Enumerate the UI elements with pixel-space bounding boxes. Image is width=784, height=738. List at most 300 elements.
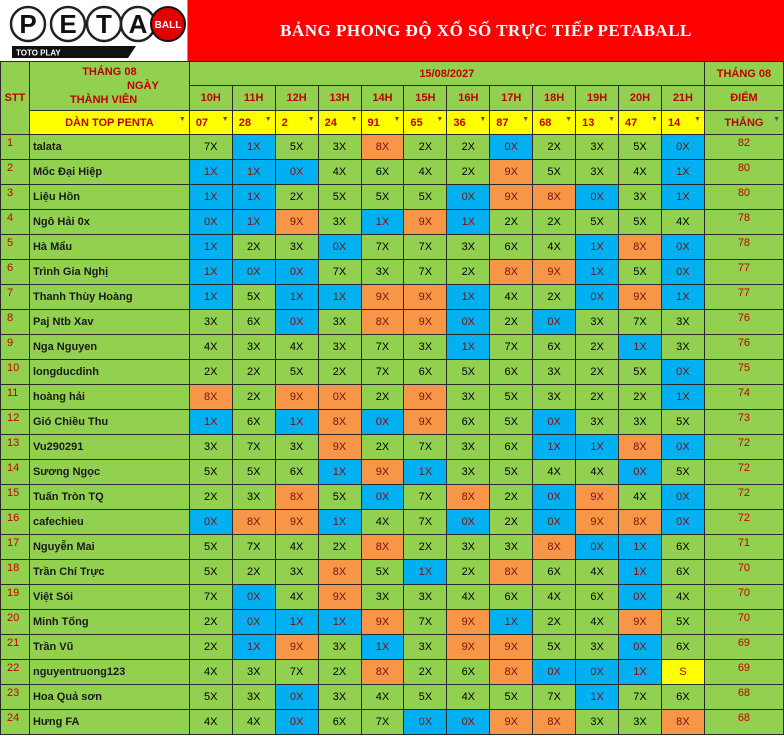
- result-cell[interactable]: 5X: [619, 210, 662, 235]
- result-cell[interactable]: 1X: [232, 135, 275, 160]
- result-cell[interactable]: 1X: [189, 410, 232, 435]
- result-cell[interactable]: 3X: [661, 310, 704, 335]
- result-cell[interactable]: 2X: [490, 310, 533, 335]
- result-cell[interactable]: 4X: [533, 460, 576, 485]
- result-cell[interactable]: 6X: [661, 535, 704, 560]
- result-cell[interactable]: 7X: [361, 235, 404, 260]
- result-cell[interactable]: 1X: [619, 335, 662, 360]
- result-cell[interactable]: 2X: [533, 285, 576, 310]
- result-cell[interactable]: 1X: [361, 635, 404, 660]
- result-cell[interactable]: 2X: [361, 385, 404, 410]
- result-cell[interactable]: 3X: [404, 635, 447, 660]
- result-cell[interactable]: 5X: [404, 685, 447, 710]
- result-cell[interactable]: 4X: [275, 335, 318, 360]
- result-cell[interactable]: 2X: [189, 610, 232, 635]
- result-cell[interactable]: 1X: [533, 435, 576, 460]
- result-cell[interactable]: 0X: [232, 610, 275, 635]
- result-cell[interactable]: 1X: [404, 560, 447, 585]
- result-cell[interactable]: 3X: [318, 685, 361, 710]
- result-cell[interactable]: 8X: [619, 435, 662, 460]
- result-cell[interactable]: 6X: [361, 160, 404, 185]
- result-cell[interactable]: 1X: [232, 185, 275, 210]
- result-cell[interactable]: 4X: [661, 210, 704, 235]
- result-cell[interactable]: 6X: [490, 235, 533, 260]
- result-cell[interactable]: 1X: [661, 285, 704, 310]
- top-number-filter[interactable]: [232, 111, 275, 135]
- result-cell[interactable]: 7X: [232, 535, 275, 560]
- result-cell[interactable]: 1X: [318, 285, 361, 310]
- result-cell[interactable]: 1X: [189, 160, 232, 185]
- result-cell[interactable]: 9X: [404, 385, 447, 410]
- result-cell[interactable]: 6X: [447, 660, 490, 685]
- result-cell[interactable]: 2X: [447, 260, 490, 285]
- result-cell[interactable]: 2X: [490, 485, 533, 510]
- result-cell[interactable]: 5X: [661, 460, 704, 485]
- result-cell[interactable]: 1X: [318, 510, 361, 535]
- result-cell[interactable]: 9X: [490, 185, 533, 210]
- result-cell[interactable]: 9X: [576, 485, 619, 510]
- result-cell[interactable]: 3X: [318, 210, 361, 235]
- result-cell[interactable]: 9X: [361, 610, 404, 635]
- result-cell[interactable]: 2X: [404, 535, 447, 560]
- result-cell[interactable]: 5X: [661, 410, 704, 435]
- result-cell[interactable]: 2X: [189, 635, 232, 660]
- result-cell[interactable]: 9X: [275, 385, 318, 410]
- result-cell[interactable]: 0X: [275, 710, 318, 735]
- result-cell[interactable]: 4X: [361, 685, 404, 710]
- result-cell[interactable]: 3X: [232, 335, 275, 360]
- result-cell[interactable]: 3X: [447, 460, 490, 485]
- result-cell[interactable]: 9X: [361, 285, 404, 310]
- result-cell[interactable]: 3X: [318, 635, 361, 660]
- result-cell[interactable]: 3X: [576, 135, 619, 160]
- result-cell[interactable]: 0X: [576, 185, 619, 210]
- result-cell[interactable]: 7X: [189, 585, 232, 610]
- result-cell[interactable]: 6X: [661, 560, 704, 585]
- result-cell[interactable]: 1X: [275, 285, 318, 310]
- result-cell[interactable]: 4X: [576, 610, 619, 635]
- result-cell[interactable]: 1X: [576, 260, 619, 285]
- result-cell[interactable]: 8X: [490, 560, 533, 585]
- result-cell[interactable]: 5X: [275, 360, 318, 385]
- result-cell[interactable]: 6X: [490, 435, 533, 460]
- result-cell[interactable]: 3X: [576, 410, 619, 435]
- result-cell[interactable]: 7X: [533, 685, 576, 710]
- result-cell[interactable]: 4X: [189, 660, 232, 685]
- result-cell[interactable]: 9X: [404, 310, 447, 335]
- result-cell[interactable]: 5X: [490, 385, 533, 410]
- result-cell[interactable]: 0X: [275, 160, 318, 185]
- result-cell[interactable]: 0X: [533, 310, 576, 335]
- result-cell[interactable]: 1X: [661, 185, 704, 210]
- result-cell[interactable]: 1X: [318, 610, 361, 635]
- result-cell[interactable]: 5X: [490, 410, 533, 435]
- result-cell[interactable]: 3X: [232, 485, 275, 510]
- result-cell[interactable]: 3X: [533, 385, 576, 410]
- result-cell[interactable]: 9X: [404, 410, 447, 435]
- result-cell[interactable]: 3X: [576, 160, 619, 185]
- result-cell[interactable]: S: [661, 660, 704, 685]
- result-cell[interactable]: 6X: [490, 585, 533, 610]
- result-cell[interactable]: 8X: [361, 660, 404, 685]
- result-cell[interactable]: 1X: [318, 460, 361, 485]
- top-number-filter[interactable]: [318, 111, 361, 135]
- result-cell[interactable]: 1X: [661, 385, 704, 410]
- result-cell[interactable]: 2X: [318, 360, 361, 385]
- result-cell[interactable]: 5X: [619, 360, 662, 385]
- result-cell[interactable]: 5X: [232, 285, 275, 310]
- result-cell[interactable]: 4X: [576, 460, 619, 485]
- result-cell[interactable]: 8X: [361, 535, 404, 560]
- result-cell[interactable]: 4X: [189, 335, 232, 360]
- result-cell[interactable]: 8X: [275, 485, 318, 510]
- result-cell[interactable]: 1X: [576, 235, 619, 260]
- result-cell[interactable]: 0X: [318, 235, 361, 260]
- result-cell[interactable]: 3X: [661, 335, 704, 360]
- result-cell[interactable]: 1X: [232, 635, 275, 660]
- result-cell[interactable]: 3X: [576, 310, 619, 335]
- result-cell[interactable]: 1X: [189, 235, 232, 260]
- result-cell[interactable]: 0X: [661, 135, 704, 160]
- result-cell[interactable]: 1X: [576, 685, 619, 710]
- result-cell[interactable]: 2X: [533, 210, 576, 235]
- result-cell[interactable]: 4X: [533, 585, 576, 610]
- result-cell[interactable]: 4X: [661, 585, 704, 610]
- top-number-filter[interactable]: [661, 111, 704, 135]
- result-cell[interactable]: 0X: [533, 485, 576, 510]
- result-cell[interactable]: 7X: [361, 360, 404, 385]
- result-cell[interactable]: 9X: [275, 635, 318, 660]
- result-cell[interactable]: 5X: [189, 535, 232, 560]
- result-cell[interactable]: 4X: [490, 285, 533, 310]
- result-cell[interactable]: 7X: [232, 435, 275, 460]
- result-cell[interactable]: 8X: [447, 485, 490, 510]
- win-filter[interactable]: [704, 111, 783, 135]
- result-cell[interactable]: 7X: [189, 135, 232, 160]
- result-cell[interactable]: 6X: [447, 410, 490, 435]
- result-cell[interactable]: 9X: [275, 210, 318, 235]
- result-cell[interactable]: 4X: [619, 160, 662, 185]
- result-cell[interactable]: 7X: [275, 660, 318, 685]
- result-cell[interactable]: 7X: [404, 235, 447, 260]
- result-cell[interactable]: 3X: [404, 335, 447, 360]
- result-cell[interactable]: 4X: [619, 485, 662, 510]
- result-cell[interactable]: 6X: [576, 585, 619, 610]
- result-cell[interactable]: 3X: [189, 435, 232, 460]
- result-cell[interactable]: 9X: [490, 710, 533, 735]
- result-cell[interactable]: 7X: [619, 310, 662, 335]
- result-cell[interactable]: 2X: [275, 185, 318, 210]
- result-cell[interactable]: 3X: [447, 535, 490, 560]
- result-cell[interactable]: 1X: [447, 210, 490, 235]
- result-cell[interactable]: 7X: [361, 710, 404, 735]
- result-cell[interactable]: 1X: [619, 535, 662, 560]
- result-cell[interactable]: 0X: [619, 585, 662, 610]
- result-cell[interactable]: 1X: [232, 210, 275, 235]
- result-cell[interactable]: 2X: [533, 135, 576, 160]
- result-cell[interactable]: 7X: [404, 260, 447, 285]
- result-cell[interactable]: 2X: [232, 385, 275, 410]
- result-cell[interactable]: 3X: [275, 235, 318, 260]
- result-cell[interactable]: 9X: [447, 610, 490, 635]
- result-cell[interactable]: 2X: [189, 360, 232, 385]
- result-cell[interactable]: 1X: [361, 210, 404, 235]
- result-cell[interactable]: 5X: [361, 560, 404, 585]
- result-cell[interactable]: 3X: [232, 660, 275, 685]
- result-cell[interactable]: 2X: [318, 535, 361, 560]
- result-cell[interactable]: 2X: [576, 385, 619, 410]
- result-cell[interactable]: 0X: [661, 435, 704, 460]
- result-cell[interactable]: 0X: [275, 310, 318, 335]
- result-cell[interactable]: 8X: [318, 560, 361, 585]
- top-number-filter[interactable]: [189, 111, 232, 135]
- result-cell[interactable]: 9X: [318, 585, 361, 610]
- result-cell[interactable]: 0X: [661, 235, 704, 260]
- result-cell[interactable]: 9X: [404, 210, 447, 235]
- result-cell[interactable]: 0X: [576, 285, 619, 310]
- top-penta-filter[interactable]: [29, 111, 189, 135]
- result-cell[interactable]: 0X: [275, 685, 318, 710]
- result-cell[interactable]: 0X: [619, 635, 662, 660]
- result-cell[interactable]: 0X: [490, 135, 533, 160]
- result-cell[interactable]: 5X: [447, 360, 490, 385]
- result-cell[interactable]: 7X: [404, 485, 447, 510]
- result-cell[interactable]: 5X: [189, 560, 232, 585]
- result-cell[interactable]: 7X: [404, 510, 447, 535]
- result-cell[interactable]: 0X: [447, 310, 490, 335]
- result-cell[interactable]: 0X: [619, 460, 662, 485]
- result-cell[interactable]: 2X: [490, 210, 533, 235]
- result-cell[interactable]: 1X: [232, 160, 275, 185]
- result-cell[interactable]: 8X: [361, 310, 404, 335]
- result-cell[interactable]: 6X: [275, 460, 318, 485]
- result-cell[interactable]: 1X: [189, 260, 232, 285]
- result-cell[interactable]: 2X: [318, 660, 361, 685]
- result-cell[interactable]: 3X: [576, 710, 619, 735]
- result-cell[interactable]: 6X: [661, 685, 704, 710]
- result-cell[interactable]: 8X: [232, 510, 275, 535]
- result-cell[interactable]: 6X: [533, 560, 576, 585]
- result-cell[interactable]: 3X: [189, 310, 232, 335]
- result-cell[interactable]: 2X: [232, 560, 275, 585]
- result-cell[interactable]: 3X: [576, 635, 619, 660]
- result-cell[interactable]: 3X: [361, 585, 404, 610]
- result-cell[interactable]: 8X: [490, 260, 533, 285]
- result-cell[interactable]: 0X: [533, 510, 576, 535]
- result-cell[interactable]: 3X: [404, 585, 447, 610]
- result-cell[interactable]: 0X: [447, 510, 490, 535]
- result-cell[interactable]: 9X: [275, 510, 318, 535]
- result-cell[interactable]: 3X: [318, 335, 361, 360]
- result-cell[interactable]: 4X: [232, 710, 275, 735]
- result-cell[interactable]: 5X: [275, 135, 318, 160]
- result-cell[interactable]: 5X: [661, 610, 704, 635]
- result-cell[interactable]: 0X: [661, 485, 704, 510]
- result-cell[interactable]: 6X: [318, 710, 361, 735]
- result-cell[interactable]: 1X: [189, 185, 232, 210]
- result-cell[interactable]: 9X: [318, 435, 361, 460]
- result-cell[interactable]: 6X: [533, 335, 576, 360]
- result-cell[interactable]: 8X: [619, 235, 662, 260]
- top-number-filter[interactable]: [576, 111, 619, 135]
- result-cell[interactable]: 0X: [661, 360, 704, 385]
- result-cell[interactable]: 4X: [447, 685, 490, 710]
- result-cell[interactable]: 5X: [318, 485, 361, 510]
- result-cell[interactable]: 0X: [318, 385, 361, 410]
- result-cell[interactable]: 5X: [189, 685, 232, 710]
- result-cell[interactable]: 2X: [189, 485, 232, 510]
- result-cell[interactable]: 6X: [490, 360, 533, 385]
- result-cell[interactable]: 9X: [490, 160, 533, 185]
- result-cell[interactable]: 2X: [576, 360, 619, 385]
- result-cell[interactable]: 2X: [490, 510, 533, 535]
- result-cell[interactable]: 3X: [447, 235, 490, 260]
- result-cell[interactable]: 2X: [619, 385, 662, 410]
- result-cell[interactable]: 1X: [189, 285, 232, 310]
- result-cell[interactable]: 5X: [533, 160, 576, 185]
- result-cell[interactable]: 2X: [447, 560, 490, 585]
- result-cell[interactable]: 0X: [189, 510, 232, 535]
- result-cell[interactable]: 1X: [447, 335, 490, 360]
- top-number-filter[interactable]: [490, 111, 533, 135]
- result-cell[interactable]: 0X: [404, 710, 447, 735]
- result-cell[interactable]: 0X: [189, 210, 232, 235]
- result-cell[interactable]: 5X: [619, 135, 662, 160]
- result-cell[interactable]: 5X: [404, 185, 447, 210]
- result-cell[interactable]: 4X: [275, 535, 318, 560]
- result-cell[interactable]: 3X: [619, 185, 662, 210]
- result-cell[interactable]: 5X: [361, 185, 404, 210]
- result-cell[interactable]: 9X: [619, 285, 662, 310]
- result-cell[interactable]: 1X: [275, 610, 318, 635]
- result-cell[interactable]: 3X: [275, 560, 318, 585]
- result-cell[interactable]: 9X: [533, 260, 576, 285]
- result-cell[interactable]: 0X: [661, 260, 704, 285]
- result-cell[interactable]: 1X: [619, 660, 662, 685]
- result-cell[interactable]: 5X: [533, 635, 576, 660]
- top-number-filter[interactable]: [275, 111, 318, 135]
- result-cell[interactable]: 4X: [533, 235, 576, 260]
- result-cell[interactable]: 3X: [232, 685, 275, 710]
- result-cell[interactable]: 0X: [232, 260, 275, 285]
- result-cell[interactable]: 9X: [361, 460, 404, 485]
- result-cell[interactable]: 0X: [361, 410, 404, 435]
- result-cell[interactable]: 3X: [447, 435, 490, 460]
- result-cell[interactable]: 6X: [232, 310, 275, 335]
- result-cell[interactable]: 0X: [361, 485, 404, 510]
- result-cell[interactable]: 5X: [318, 185, 361, 210]
- result-cell[interactable]: 2X: [404, 660, 447, 685]
- result-cell[interactable]: 7X: [318, 260, 361, 285]
- result-cell[interactable]: 3X: [619, 410, 662, 435]
- result-cell[interactable]: 5X: [490, 685, 533, 710]
- result-cell[interactable]: 1X: [619, 560, 662, 585]
- result-cell[interactable]: 0X: [661, 510, 704, 535]
- top-number-filter[interactable]: [533, 111, 576, 135]
- result-cell[interactable]: 3X: [619, 710, 662, 735]
- result-cell[interactable]: 4X: [189, 710, 232, 735]
- result-cell[interactable]: 2X: [447, 135, 490, 160]
- top-number-filter[interactable]: [361, 111, 404, 135]
- result-cell[interactable]: 5X: [619, 260, 662, 285]
- top-number-filter[interactable]: [447, 111, 490, 135]
- result-cell[interactable]: 3X: [318, 135, 361, 160]
- result-cell[interactable]: 6X: [404, 360, 447, 385]
- result-cell[interactable]: 2X: [232, 235, 275, 260]
- result-cell[interactable]: 0X: [576, 535, 619, 560]
- result-cell[interactable]: 7X: [619, 685, 662, 710]
- result-cell[interactable]: 1X: [576, 435, 619, 460]
- result-cell[interactable]: 3X: [275, 435, 318, 460]
- result-cell[interactable]: 2X: [576, 335, 619, 360]
- result-cell[interactable]: 0X: [533, 410, 576, 435]
- result-cell[interactable]: 7X: [404, 435, 447, 460]
- result-cell[interactable]: 8X: [533, 185, 576, 210]
- result-cell[interactable]: 9X: [619, 610, 662, 635]
- result-cell[interactable]: 4X: [447, 585, 490, 610]
- result-cell[interactable]: 8X: [189, 385, 232, 410]
- result-cell[interactable]: 2X: [533, 610, 576, 635]
- result-cell[interactable]: 8X: [490, 660, 533, 685]
- result-cell[interactable]: 0X: [447, 185, 490, 210]
- result-cell[interactable]: 3X: [318, 310, 361, 335]
- result-cell[interactable]: 4X: [361, 510, 404, 535]
- result-cell[interactable]: 8X: [619, 510, 662, 535]
- result-cell[interactable]: 8X: [361, 135, 404, 160]
- result-cell[interactable]: 4X: [576, 560, 619, 585]
- result-cell[interactable]: 4X: [404, 160, 447, 185]
- result-cell[interactable]: 1X: [447, 285, 490, 310]
- result-cell[interactable]: 2X: [232, 360, 275, 385]
- result-cell[interactable]: 0X: [533, 660, 576, 685]
- result-cell[interactable]: 4X: [275, 585, 318, 610]
- result-cell[interactable]: 6X: [232, 410, 275, 435]
- result-cell[interactable]: 7X: [361, 335, 404, 360]
- result-cell[interactable]: 0X: [447, 710, 490, 735]
- result-cell[interactable]: 5X: [189, 460, 232, 485]
- result-cell[interactable]: 4X: [318, 160, 361, 185]
- result-cell[interactable]: 1X: [661, 160, 704, 185]
- result-cell[interactable]: 5X: [232, 460, 275, 485]
- result-cell[interactable]: 8X: [661, 710, 704, 735]
- result-cell[interactable]: 9X: [490, 635, 533, 660]
- result-cell[interactable]: 3X: [490, 535, 533, 560]
- top-number-filter[interactable]: [619, 111, 662, 135]
- result-cell[interactable]: 8X: [533, 710, 576, 735]
- result-cell[interactable]: 7X: [404, 610, 447, 635]
- result-cell[interactable]: 2X: [361, 435, 404, 460]
- result-cell[interactable]: 9X: [447, 635, 490, 660]
- result-cell[interactable]: 2X: [447, 160, 490, 185]
- result-cell[interactable]: 1X: [275, 410, 318, 435]
- result-cell[interactable]: 1X: [404, 460, 447, 485]
- result-cell[interactable]: 6X: [661, 635, 704, 660]
- result-cell[interactable]: 3X: [361, 260, 404, 285]
- result-cell[interactable]: 0X: [275, 260, 318, 285]
- result-cell[interactable]: 8X: [318, 410, 361, 435]
- result-cell[interactable]: 3X: [447, 385, 490, 410]
- top-number-filter[interactable]: [404, 111, 447, 135]
- result-cell[interactable]: 5X: [490, 460, 533, 485]
- result-cell[interactable]: 9X: [404, 285, 447, 310]
- result-cell[interactable]: 2X: [404, 135, 447, 160]
- result-cell[interactable]: 9X: [576, 510, 619, 535]
- result-cell[interactable]: 0X: [576, 660, 619, 685]
- result-cell[interactable]: 8X: [533, 535, 576, 560]
- result-cell[interactable]: 5X: [576, 210, 619, 235]
- result-cell[interactable]: 0X: [232, 585, 275, 610]
- result-cell[interactable]: 1X: [490, 610, 533, 635]
